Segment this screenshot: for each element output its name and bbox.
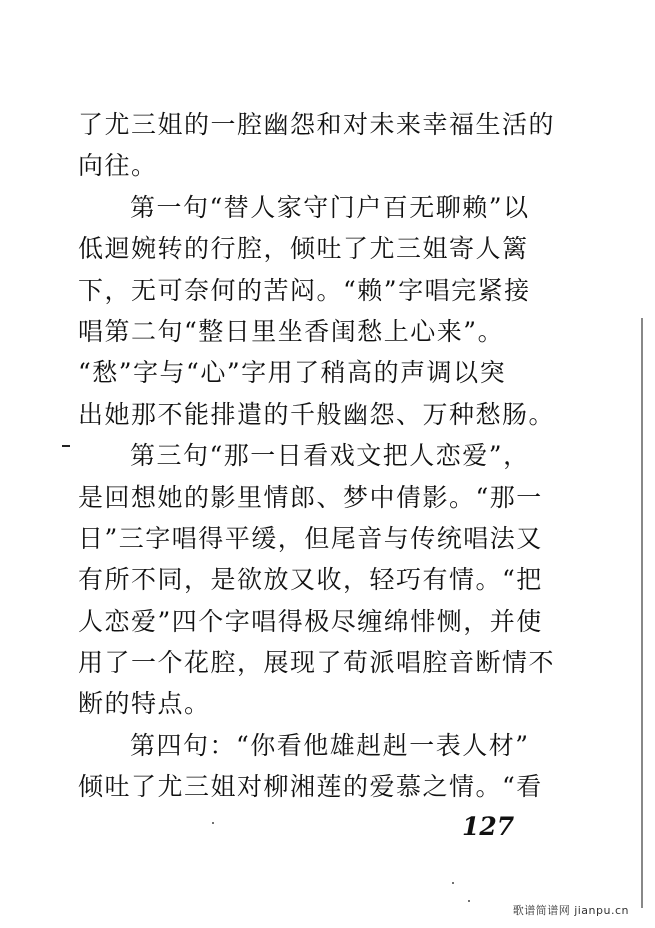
- page-number: 127: [462, 812, 515, 841]
- text-line: 向往。: [78, 151, 158, 181]
- text-line: 是回想她的影里情郎、梦中倩影。“那一: [78, 482, 543, 512]
- watermark-text: 歌谱简谱网 jianpu.cn: [512, 904, 629, 917]
- paragraph-start-line: 第三句“那一日看戏文把人恋爱”，: [130, 441, 530, 471]
- text-line: 下，无可奈何的苦闷。“赖”字唱完紧接: [78, 275, 531, 305]
- scan-speck: [452, 882, 454, 884]
- page-edge-shadow: [641, 318, 643, 908]
- text-line: 人恋爱”四个字唱得极尽缠绵悱恻，并使: [78, 606, 543, 636]
- scan-speck: [212, 822, 214, 824]
- margin-mark: [62, 445, 70, 447]
- text-line: 断的特点。: [78, 689, 211, 719]
- text-line: 低迴婉转的行腔，倾吐了尤三姐寄人篱: [78, 234, 529, 264]
- text-line: 唱第二句“整日里坐香闺愁上心来”。: [78, 316, 505, 346]
- text-line: 出她那不能排遣的千般幽怨、万种愁肠。: [78, 399, 556, 429]
- scan-speck: [468, 900, 470, 902]
- text-line: 日”三字唱得平缓，但尾音与传统唱法又: [78, 523, 543, 553]
- text-line: 有所不同，是欲放又收，轻巧有情。“把: [78, 565, 543, 595]
- paragraph-start-line: 第一句“替人家守门户百无聊赖”以: [130, 192, 530, 222]
- text-line: “愁”字与“心”字用了稍高的声调以突: [78, 358, 507, 388]
- text-line: 用了一个花腔，展现了荀派唱腔音断情不: [78, 648, 556, 678]
- text-line: 倾吐了尤三姐对柳湘莲的爱慕之情。“看: [78, 772, 543, 802]
- body-text: [78, 104, 568, 808]
- text-line: 了尤三姐的一腔幽怨和对未来幸福生活的: [78, 110, 556, 139]
- paragraph-start-line: 第四句：“你看他雄赳赳一表人材”: [130, 730, 530, 760]
